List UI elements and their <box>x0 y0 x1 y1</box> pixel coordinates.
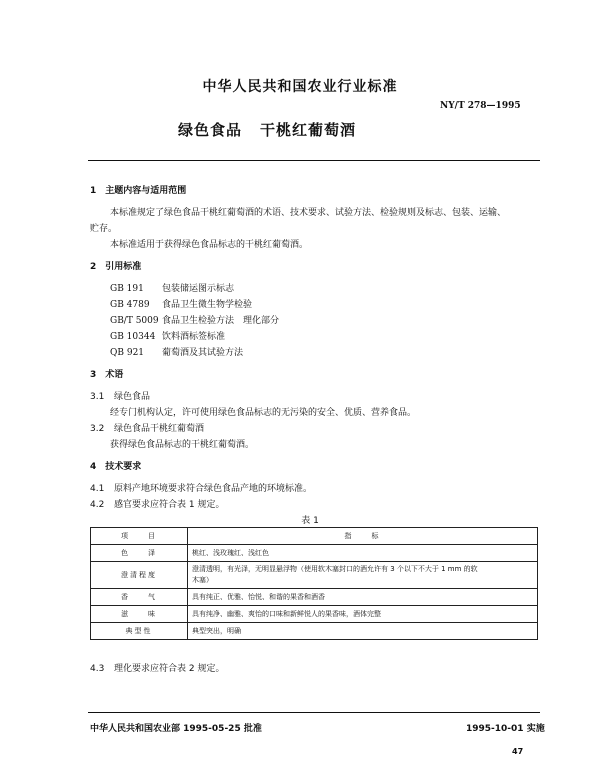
table-1 <box>90 527 538 640</box>
req-text: 感官要求应符合表 1 规定。 <box>114 500 225 510</box>
row-item: 香 气 <box>91 589 188 606</box>
req-number: 4.3 <box>90 664 105 674</box>
header-index: 指 标 <box>188 528 538 545</box>
header-item: 项 目 <box>91 528 188 545</box>
section-2-heading: 2 引用标准 <box>90 262 142 272</box>
row-value: 具有纯净、幽雅、爽怡的口味和新鲜悦人的果香味，酒体完整 <box>188 606 538 623</box>
ref-name: 饮料酒标签标准 <box>162 332 226 342</box>
row-item: 色 泽 <box>91 545 188 562</box>
term-name: 绿色食品干桃红葡萄酒 <box>114 424 205 434</box>
row-value-line2: 木塞） <box>192 576 213 584</box>
ref-item <box>110 329 225 342</box>
s1-para1-line2: 贮存。 <box>90 224 118 234</box>
table-1-caption: 表 1 <box>301 516 319 526</box>
effective-date: 1995-10-01 实施 <box>466 724 545 734</box>
row-value <box>188 562 538 589</box>
page-number: 47 <box>512 747 524 756</box>
row-item: 滋 味 <box>91 606 188 623</box>
ref-item <box>110 297 252 310</box>
document-title <box>178 119 356 140</box>
standard-number: NY/T 278—1995 <box>440 101 521 111</box>
header-rule <box>88 160 540 161</box>
term-3-1 <box>90 389 150 402</box>
ref-name: 包装储运图示标志 <box>162 284 235 294</box>
row-value: 典型突出，明确 <box>188 623 538 640</box>
section-3-heading: 3 术语 <box>90 370 124 380</box>
table-row <box>91 545 538 562</box>
ref-item <box>110 281 234 294</box>
title-part2: 干桃红葡萄酒 <box>260 121 357 139</box>
approval-note: 中华人民共和国农业部 1995-05-25 批准 <box>90 724 262 734</box>
ref-item <box>110 313 279 326</box>
s1-para2: 本标准适用于获得绿色食品标志的干桃红葡萄酒。 <box>110 240 309 250</box>
term-3-1-definition: 经专门机构认定，许可使用绿色食品标志的无污染的安全、优质、营养食品。 <box>110 408 417 418</box>
term-number: 3.1 <box>90 392 105 402</box>
term-3-2-definition: 获得绿色食品标志的干桃红葡萄酒。 <box>110 440 255 450</box>
ref-item <box>110 345 243 358</box>
s1-para1-line1: 本标准规定了绿色食品干桃红葡萄酒的术语、技术要求、试验方法、检验规则及标志、包装、运输、 <box>110 208 507 218</box>
row-value: 桃红、浅玫瑰红、浅红色 <box>188 545 538 562</box>
ref-name: 食品卫生检验方法 理化部分 <box>162 316 280 326</box>
footer-rule <box>88 712 540 713</box>
ref-code: GB 191 <box>110 284 144 294</box>
term-number: 3.2 <box>90 424 105 434</box>
ref-code: GB 10344 <box>110 332 156 342</box>
requirement-4-3 <box>90 661 224 674</box>
ref-name: 食品卫生微生物学检验 <box>162 300 253 310</box>
row-item: 典型性 <box>91 623 188 640</box>
section-1-heading: 1 主题内容与适用范围 <box>90 186 187 196</box>
requirement-4-1 <box>90 481 312 494</box>
row-value: 具有纯正、优雅、怡悦、和谐的果香和酒香 <box>188 589 538 606</box>
section-4-heading: 4 技术要求 <box>90 462 142 472</box>
term-name: 绿色食品 <box>114 392 151 402</box>
requirement-4-2 <box>90 497 224 510</box>
term-3-2 <box>90 421 204 434</box>
title-part1: 绿色食品 <box>178 121 243 139</box>
req-number: 4.2 <box>90 500 105 510</box>
req-text: 原料产地环境要求符合绿色食品产地的环境标准。 <box>114 484 313 494</box>
table-row <box>91 606 538 623</box>
table-row <box>91 623 538 640</box>
table-row <box>91 589 538 606</box>
table-header-row <box>91 528 538 545</box>
ref-code: QB 921 <box>110 348 145 358</box>
table-row <box>91 562 538 589</box>
ref-code: GB 4789 <box>110 300 150 310</box>
row-value-line1: 澄清透明，有光泽，无明显悬浮物（使用软木塞封口的酒允许有 3 个以下不大于 1 mm 的软 <box>192 565 478 573</box>
ref-code: GB/T 5009 <box>110 316 159 326</box>
row-item: 澄清程度 <box>91 562 188 589</box>
ref-name: 葡萄酒及其试验方法 <box>162 348 244 358</box>
req-number: 4.1 <box>90 484 105 494</box>
req-text: 理化要求应符合表 2 规定。 <box>114 664 225 674</box>
issuer-header: 中华人民共和国农业行业标准 <box>202 79 398 95</box>
